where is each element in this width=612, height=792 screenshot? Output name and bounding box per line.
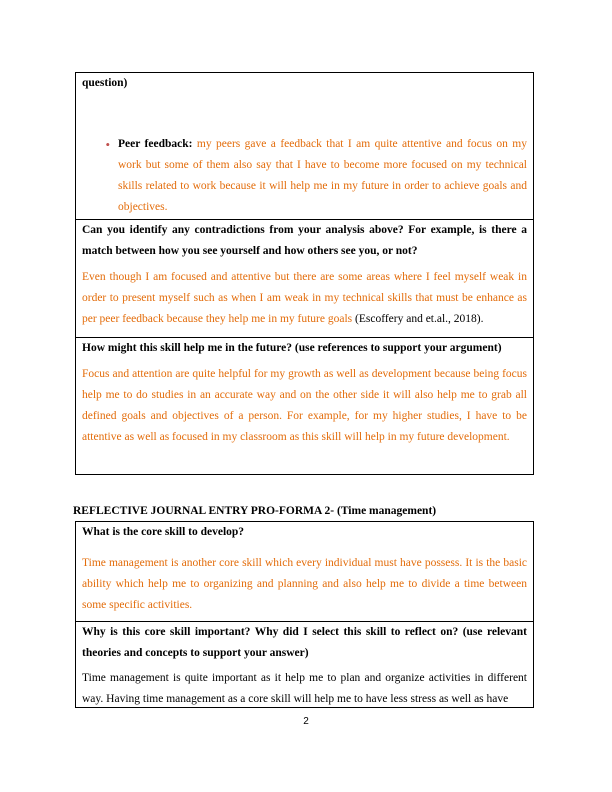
importance-answer: Time management is quite important as it help me to plan and organize activities in different way. Having time management as a core skill will help me to have less stress as well as have [82,672,527,705]
page-number: 2 [303,716,309,727]
table1-row-contradictions [76,220,533,338]
bullet-dot-icon: • [105,137,110,152]
core-skill-answer: Time management is another core skill which every individual must have possess. It is the basic ability which help me to organizing and planning and also help me to divide a time between some specific activities. [82,557,527,611]
reflection-table-2 [75,521,534,708]
future-question: How might this skill help me in the future? (use references to support your argument) [82,342,502,354]
section2-heading: REFLECTIVE JOURNAL ENTRY PRO-FORMA 2- (Time management) [73,505,437,517]
table1-row-future [76,338,533,474]
contradictions-citation: (Escoffery and et.al., 2018). [352,313,484,325]
peer-feedback-label: Peer feedback: [118,138,193,150]
future-answer: Focus and attention are quite helpful for my growth as well as development because being focus help me to do studies in an accurate way and on the other side it will also help me to grab all defined goals and objectives of a person. For example, for my higher studies, I have to be attentive as well as focused in my classroom as this skill will help in my future development. [82,368,527,443]
reflection-table-1 [75,72,534,475]
table1-row-peer-feedback [76,73,533,220]
table2-row-importance [76,622,533,708]
peer-feedback-bullet [82,134,527,218]
question-tail: question) [82,77,128,89]
core-skill-question: What is the core skill to develop? [82,526,245,538]
importance-question: Why is this core skill important? Why did I select this skill to reflect on? (use relevant theories and concepts to support your answer) [82,626,527,659]
table2-row-core-skill [76,522,533,622]
peer-feedback-text: my peers gave a feedback that I am quite attentive and focus on my work but some of them also say that I have to become more focused on my technical skills related to work because it will help me in my future in order to achieve goals and objectives. [118,138,528,213]
contradictions-answer: Even though I am focused and attentive but there are some areas where I feel myself weak in order to present myself such as when I am weak in my technical skills that must be enhance as per peer feedback because they help me in my future goals [82,271,527,325]
contradictions-question: Can you identify any contradictions from your analysis above? For example, is there a match between how you see yourself and how others see you, or not? [82,224,527,257]
